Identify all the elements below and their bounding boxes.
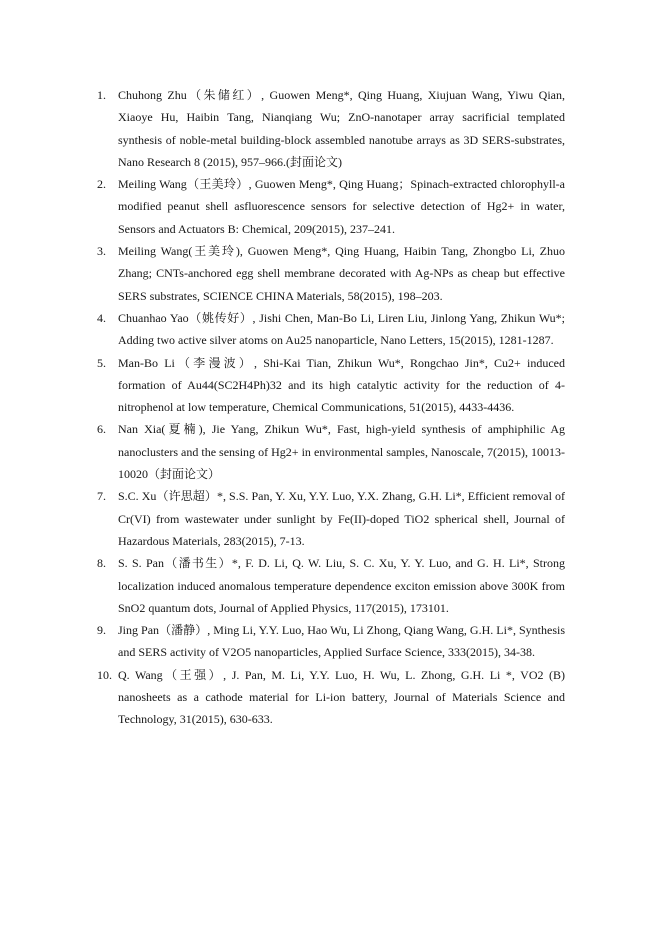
document-page (97, 84, 565, 731)
reference-number: 3. (97, 244, 106, 259)
reference-item (97, 619, 565, 664)
reference-text: Nan Xia(夏楠), Jie Yang, Zhikun Wu*, Fast, high-yield synthesis of amphiphilic Ag nanoclusters and the sensing of Hg2+ in environmental samples, Nanoscale, 7(2015), 10013-10020（封面论文） (118, 422, 565, 482)
reference-number: 5. (97, 355, 106, 370)
reference-number: 10. (97, 667, 112, 682)
reference-number: 4. (97, 310, 106, 325)
reference-text: Q. Wang（王强）, J. Pan, M. Li, Y.Y. Luo, H. Wu, L. Zhong, G.H. Li *, VO2 (B) nanosheets as a cathode material for Li-ion battery, Journal of Materials Science and Technology, 31(2015), 630-633. (118, 667, 565, 727)
reference-number: 1. (97, 88, 106, 102)
reference-item (97, 418, 565, 485)
reference-number: 7. (97, 489, 106, 504)
reference-number: 2. (97, 177, 106, 192)
reference-text: S.C. Xu（许思超）*, S.S. Pan, Y. Xu, Y.Y. Luo, Y.X. Zhang, G.H. Li*, Efficient removal of Cr(VI) from wastewater under sunlight by Fe(II)-doped TiO2 spherical shell, Journal of Hazardous Materials, 283(2015), 7-13. (118, 489, 565, 548)
reference-item (97, 84, 565, 173)
reference-item (97, 664, 565, 731)
reference-text: S. S. Pan（潘书生）*, F. D. Li, Q. W. Liu, S. C. Xu, Y. Y. Luo, and G. H. Li*, Strong localization induced anomalous temperature dependence exciton emission above 300K from SnO2 quantum dots, Journal of Applied Physics, 117(2015), 173101. (118, 556, 565, 615)
reference-text: Jing Pan（潘静）, Ming Li, Y.Y. Luo, Hao Wu, Li Zhong, Qiang Wang, G.H. Li*, Synthesis and SERS activity of V2O5 nanoparticles, Applied Surface Science, 333(2015), 34-38. (118, 623, 565, 660)
reference-item (97, 240, 565, 307)
reference-number: 8. (97, 556, 106, 571)
reference-item (97, 307, 565, 352)
reference-text: Meiling Wang(王美玲), Guowen Meng*, Qing Huang, Haibin Tang, Zhongbo Li, Zhuo Zhang; CNTs-anchored egg shell membrane decorated with Ag-NPs as cheap but effective SERS substrates, SCIENCE CHINA Materials, 58(2015), 198–203. (118, 244, 565, 303)
reference-item (97, 173, 565, 240)
reference-text: Meiling Wang（王美玲）, Guowen Meng*, Qing Huang；Spinach-extracted chlorophyll-a modified peanut shell asfluorescence sensors for selective detection of Hg2+ in water, Sensors and Actuators B: Chemical, 209(2015), 237–241. (118, 177, 565, 236)
reference-text: Chuanhao Yao（姚传好）, Jishi Chen, Man-Bo Li, Liren Liu, Jinlong Yang, Zhikun Wu*; Adding two active silver atoms on Au25 nanoparticle, Nano Letters, 15(2015), 1281-1287. (118, 310, 565, 348)
reference-number: 9. (97, 623, 106, 638)
reference-text: Man-Bo Li（李漫波）, Shi-Kai Tian, Zhikun Wu*, Rongchao Jin*, Cu2+ induced formation of Au44(SC2H4Ph)32 and its high catalytic activity for the reduction of 4-nitrophenol at low temperature, Chemical Communications, 51(2015), 4433-4436. (118, 355, 565, 415)
reference-item (97, 352, 565, 419)
reference-item (97, 552, 565, 619)
reference-item (97, 485, 565, 552)
reference-number: 6. (97, 422, 106, 437)
reference-text: Chuhong Zhu（朱储红）, Guowen Meng*, Qing Huang, Xiujuan Wang, Yiwu Qian, Xiaoye Hu, Haibin Tang, Nianqiang Wu; ZnO-nanotaper array sacrificial templated synthesis of noble-metal building-block assembled nanotube arrays as 3D SERS-substrates, Nano Research 8 (2015), 957–966.(封面论文) (118, 88, 565, 169)
